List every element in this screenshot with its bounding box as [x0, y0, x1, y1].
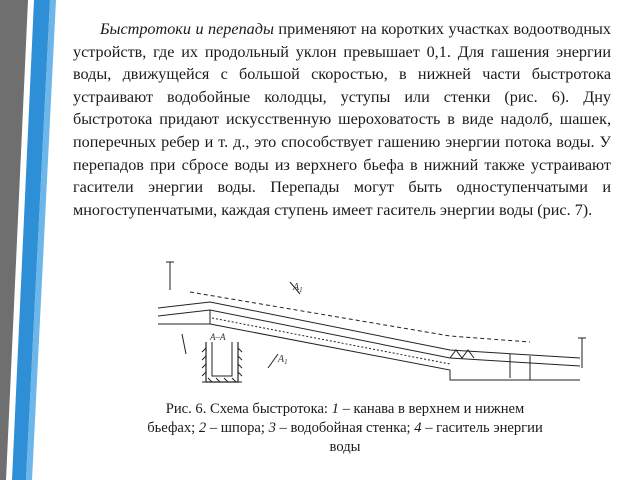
- section-label: A–A: [210, 332, 226, 342]
- body-text: применяют на коротких участках водоотводных устройств, где их продольный уклон превышает 0,1. Для гашения энергии воды, движущейся с большой скоростью, в нижней части быстротока устраивают водобойные колодцы, уступы или стенки (рис. 6). Дну быстротока придают искусственную шероховатость в виде надолб, шашек, поперечных ребер и т. д., это способствует гашению энергии потока воды. У перепадов при сбросе воды из верхнего бьефа в нижний также устраивают гасители энергии воды. Перепады могут быть одноступенчатыми и многоступенчатыми, каждая ступень имеет гаситель энергии воды (рис. 7).: [73, 20, 611, 219]
- rapid-flow-schematic: [150, 258, 590, 398]
- body-paragraph: [73, 18, 611, 221]
- marker-a1-bottom: $А_1$: [278, 354, 288, 366]
- marker-a1-top: $А_1$: [293, 282, 303, 294]
- lead-term: Быстротоки и перепады: [99, 20, 274, 38]
- figure-caption: Рис. 6. Схема быстротока: 1 – канава в верхнем и нижнем бьефах; 2 – шпора; 3 – водобойная стенка; 4 – гаситель энергии воды: [147, 401, 543, 455]
